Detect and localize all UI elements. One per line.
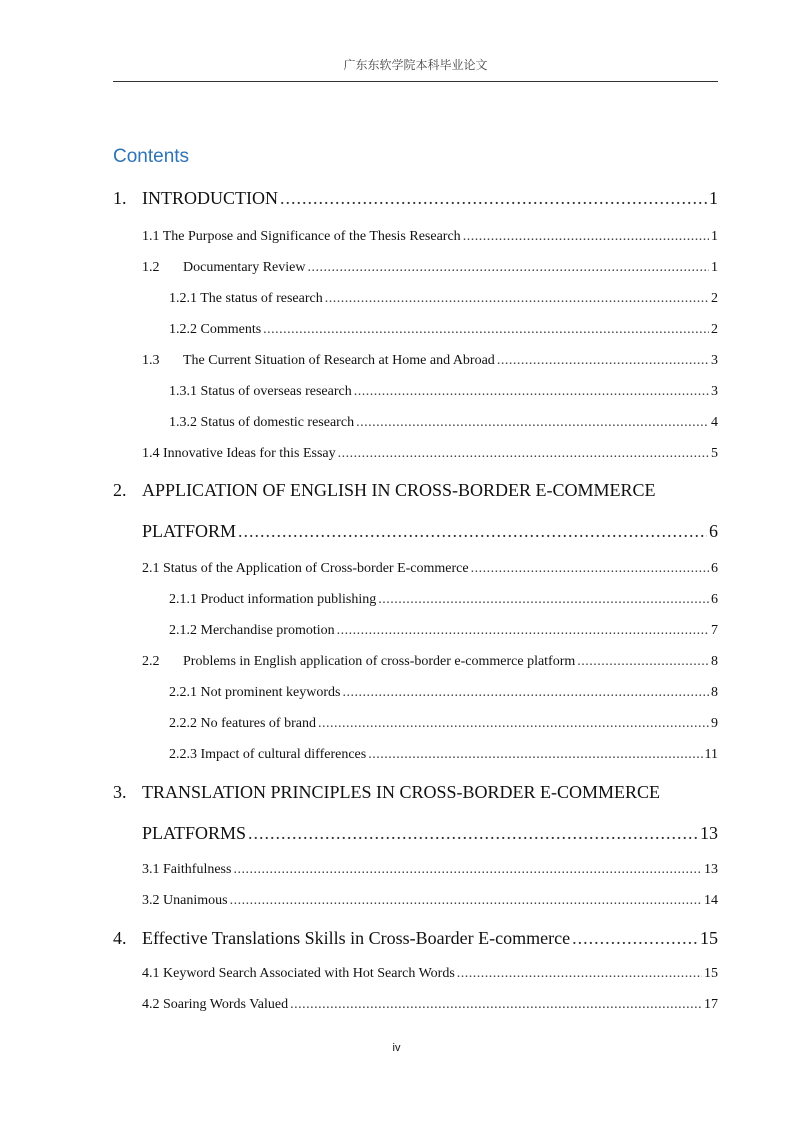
dot-leader [280,188,707,209]
toc-entry-number: 1.3 [142,353,160,368]
toc-entry-title: 2.1 Status of the Application of Cross-border E-commerce [142,561,469,576]
toc-page-number: 6 [711,561,718,576]
toc-entry-3-1[interactable] [142,862,718,878]
toc-entry-number: 3. [113,782,127,802]
toc-page-number: 2 [711,291,718,306]
toc-entry-title: Problems in English application of cross-border e-commerce platform [183,654,576,669]
dot-leader [248,823,698,844]
toc-entry-4-2[interactable] [142,997,718,1013]
dot-leader [263,322,709,338]
page-number-footer: iv [392,1042,401,1054]
toc-entry-title: APPLICATION OF ENGLISH IN CROSS-BORDER E-COMMERCE [142,480,656,500]
toc-entry-title: 1.2.2 Comments [169,322,262,337]
dot-leader [463,229,709,245]
dot-leader [318,716,709,732]
toc-entry-2-1-1[interactable] [169,592,718,608]
contents-heading: Contents [113,146,190,167]
toc-entry-title: 3.2 Unanimous [142,893,228,908]
dot-leader [572,928,698,949]
toc-entry-title: 1.3.1 Status of overseas research [169,384,352,399]
dot-leader [368,747,702,763]
toc-entry-1-3-1[interactable] [169,384,718,400]
toc-entry-number: 2. [113,480,127,500]
toc-entry-2-1[interactable] [142,561,718,577]
toc-entry-title: INTRODUCTION [142,188,278,208]
toc-entry-title: The Current Situation of Research at Home and Abroad [183,353,495,368]
toc-entry-1[interactable] [113,188,718,209]
dot-leader [471,561,709,577]
dot-leader [497,353,709,369]
toc-page-number: 3 [711,384,718,399]
toc-entry-1-1[interactable] [142,229,718,245]
toc-page-number: 1 [711,229,718,244]
toc-entry-title: 2.1.2 Merchandise promotion [169,623,335,638]
toc-page-number: 3 [711,353,718,368]
toc-entry-2-2-2[interactable] [169,716,718,732]
toc-entry-4[interactable] [113,928,718,949]
dot-leader [337,623,709,639]
dot-leader [233,862,702,878]
toc-page-number: 11 [704,747,718,762]
toc-entry-title: 1.1 The Purpose and Significance of the Thesis Research [142,229,461,244]
toc-entry-2-1-2[interactable] [169,623,718,639]
toc-entry-title: TRANSLATION PRINCIPLES IN CROSS-BORDER E-COMMERCE [142,782,661,802]
toc-entry-3-line2[interactable] [142,823,718,844]
toc-page-number: 5 [711,446,718,461]
toc-entry-title: Documentary Review [183,260,306,275]
toc-entry-title-continued: PLATFORMS [142,823,247,843]
toc-page-number: 1 [709,188,718,208]
dot-leader [342,685,709,701]
toc-entry-3-line1[interactable] [113,782,718,803]
toc-page-number: 4 [711,415,718,430]
toc-page-number: 13 [700,823,718,843]
toc-entry-1-3[interactable] [142,353,718,369]
dot-leader [378,592,709,608]
toc-entry-title: Effective Translations Skills in Cross-Boarder E-commerce [142,928,571,948]
toc-page-number: 6 [709,521,718,541]
dot-leader [307,260,709,276]
toc-entry-1-3-2[interactable] [169,415,718,431]
toc-page-number: 2 [711,322,718,337]
dot-leader [356,415,709,431]
toc-entry-title: 1.3.2 Status of domestic research [169,415,355,430]
toc-entry-number: 4. [113,928,127,948]
toc-entry-1-2[interactable] [142,260,718,276]
toc-entry-1-2-2[interactable] [169,322,718,338]
toc-page-number: 15 [700,928,718,948]
toc-entry-title: 2.2.2 No features of brand [169,716,316,731]
toc-entry-title: 4.1 Keyword Search Associated with Hot Search Words [142,966,455,981]
toc-entry-2-2[interactable] [142,654,718,670]
toc-entry-2-line1[interactable] [113,480,718,501]
dot-leader [577,654,709,670]
toc-entry-title: 2.1.1 Product information publishing [169,592,377,607]
dot-leader [230,893,702,909]
toc-entry-title: 2.2.1 Not prominent keywords [169,685,341,700]
dot-leader [290,997,702,1013]
toc-page-number: 6 [711,592,718,607]
toc-page-number: 8 [711,685,718,700]
dot-leader [338,446,709,462]
toc-entry-title: 1.2.1 The status of research [169,291,323,306]
toc-entry-2-2-3[interactable] [169,747,718,763]
toc-entry-3-2[interactable] [142,893,718,909]
dot-leader [354,384,709,400]
toc-entry-2-line2[interactable] [142,521,718,542]
toc-page-number: 1 [711,260,718,275]
toc-entry-1-2-1[interactable] [169,291,718,307]
toc-entry-title: 4.2 Soaring Words Valued [142,997,289,1012]
toc-entry-4-1[interactable] [142,966,718,982]
toc-entry-number: 1. [113,188,127,208]
toc-entry-title-continued: PLATFORM [142,521,237,541]
toc-entry-number: 1.2 [142,260,160,275]
toc-entry-title: 1.4 Innovative Ideas for this Essay [142,446,336,461]
toc-entry-2-2-1[interactable] [169,685,718,701]
toc-entry-number: 2.2 [142,654,160,669]
toc-entry-title: 2.2.3 Impact of cultural differences [169,747,367,762]
toc-page-number: 9 [711,716,718,731]
toc-page-number: 14 [704,893,718,908]
toc-page-number: 8 [711,654,718,669]
header-rule [113,81,718,82]
toc-page-number: 15 [704,966,718,981]
dot-leader [238,521,707,542]
running-header: 广东东软学院本科毕业论文 [343,58,488,72]
toc-entry-1-4[interactable] [142,446,718,462]
toc-page-number: 7 [711,623,718,638]
dot-leader [325,291,709,307]
toc-page-number: 17 [704,997,718,1012]
dot-leader [457,966,702,982]
toc-entry-title: 3.1 Faithfulness [142,862,232,877]
toc-page-number: 13 [704,862,718,877]
